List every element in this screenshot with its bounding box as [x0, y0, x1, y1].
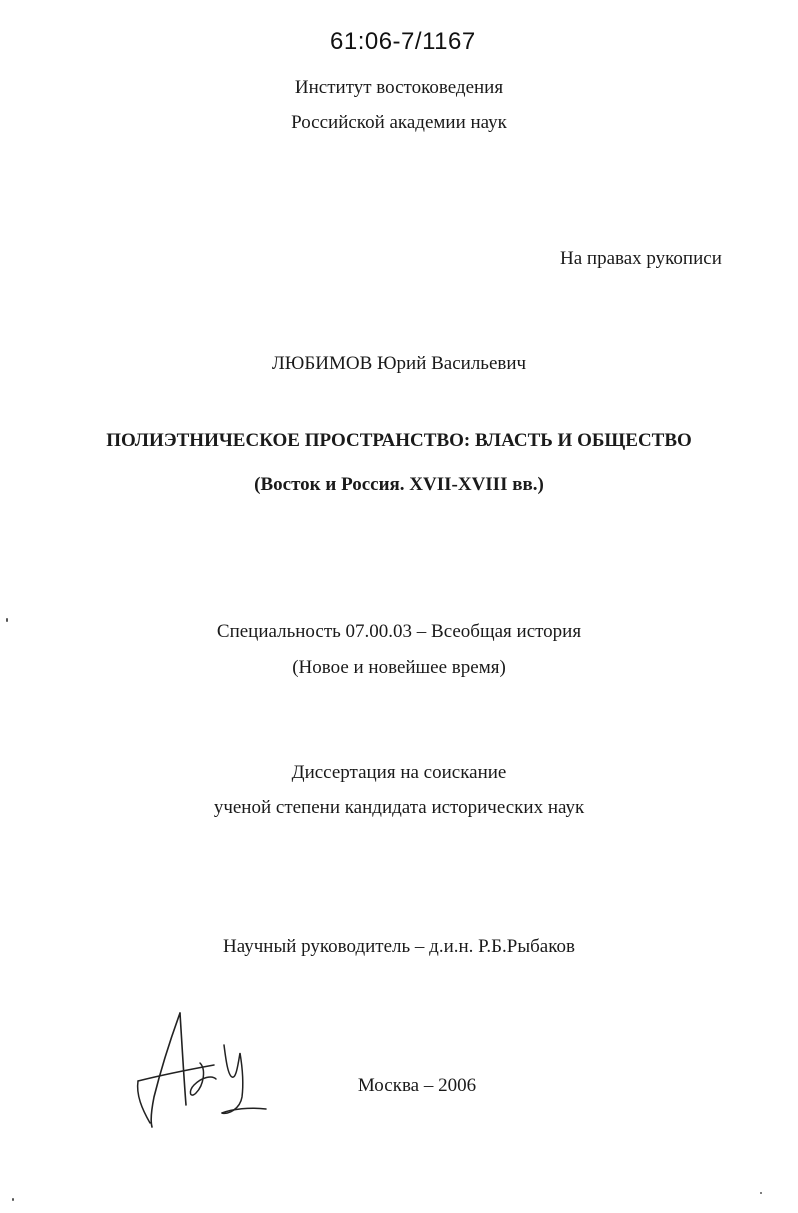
author-name: ЛЮБИМОВ Юрий Васильевич [271, 353, 527, 374]
dissertation-title: ПОЛИЭТНИЧЕСКОЕ ПРОСТРАНСТВО: ВЛАСТЬ И ОБЩЕСТВО [106, 430, 692, 451]
institution-line-2: Российской академии наук [291, 112, 507, 133]
place-year: Москва – 2006 [357, 1075, 477, 1096]
specialty-line-2: (Новое и новейшее время) [292, 657, 506, 678]
institution-line-1: Институт востоковедения [294, 77, 504, 98]
dissertation-degree-line-2: ученой степени кандидата исторических наук [213, 797, 585, 818]
dissertation-degree-line-1: Диссертация на соискание [291, 762, 507, 783]
dissertation-subtitle: (Восток и Россия. XVII-XVIII вв.) [254, 474, 544, 495]
specialty-line-1: Специальность 07.00.03 – Всеобщая история [216, 621, 582, 642]
scan-speck [12, 1198, 14, 1201]
signature-mark [132, 1005, 282, 1135]
archive-code: 61:06-7/1167 [330, 28, 476, 55]
rights-note: На правах рукописи [560, 248, 722, 269]
scan-speck [760, 1192, 762, 1194]
scan-speck [6, 618, 8, 622]
supervisor: Научный руководитель – д.и.н. Р.Б.Рыбаков [223, 936, 575, 957]
